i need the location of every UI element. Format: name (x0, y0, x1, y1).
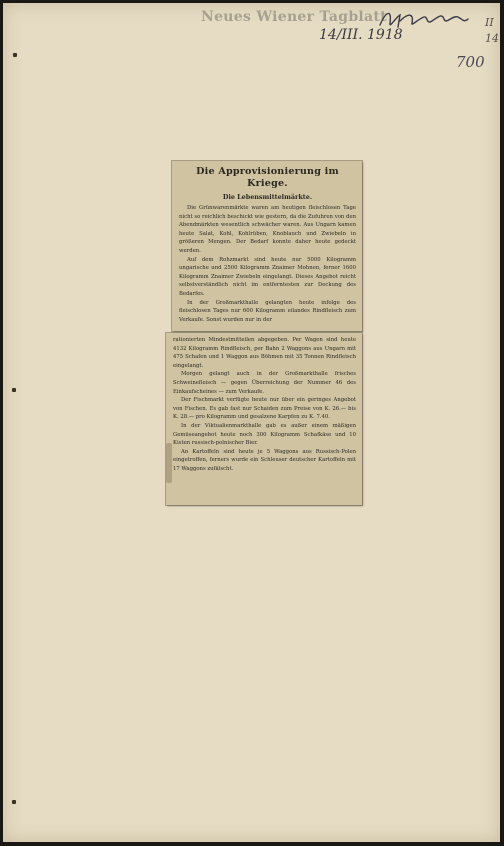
newspaper-source-stamp: Neues Wiener Tagblatt (201, 9, 387, 25)
clipping-paragraph: Auf dem Rohzmarkt sind heute nur 5000 Kilogramm ungarische und 2500 Kilogramm Znaimer Mohnen, ferner 1600 Kilogramm Znaimer Zwiebeln eingelangt. Dieses Angebot reicht selbstverständlich nicht im entferntesten zur Deckung des Bedarfes. (179, 256, 356, 297)
clipping-paragraph: In der Großmarkthalle gelangten heute infolge des fleischlosen Tages nur 600 Kilogramm eilandes Rindfleisch zum Verkaufe. Sonst wurden nur in der (179, 299, 356, 323)
handwritten-code (485, 15, 499, 47)
clipping-paragraph: Der Fischmarkt verfügte heute nur über ein geringes Angebot von Fischen. Es gab fast nur Schaiden zum Preise von K. 26.— bis K. 28.— pro Kilogramm und gesalzene Karpfen zu K. 7.40. (173, 397, 356, 421)
clipping-paragraph: Die Grünwarenmärkte waren am heutigen fleischlosen Tage nicht so reichlich beschickt wie gestern, da die Zufuhren von den Abendmärkten wesentlich schwächer waren. Aus Ungarn kamen heute Salat, Kohl, Kohlrüben, Knoblauch und Zwiebeln in größeren Mengen. Der Bedarf konnte daher heute gedeckt werden. (179, 205, 356, 254)
clipping-paragraph: In der Viktualienmarkthalle gab es außer einem mäßigen Gemüseangebot heute noch 300 Kilogramm Schafkäse und 10 Kisten russisch-polnischer Bier. (173, 422, 356, 447)
clipping-headline: Die Approvisionierung im Kriege. (196, 166, 339, 189)
clipping-paragraph: Morgen gelangt auch in der Großmarkthalle frisches Schweinefleisch — gegen Überreichung der Nummer 46 des Einkaufscheines — zum Verkaufe. (173, 371, 356, 395)
handwritten-code-line-1: II (485, 16, 494, 29)
clipping-paragraph: An Kartoffeln sind heute je 5 Waggons aus Russisch-Polen eingetroffen, ferners wurde ein Schleuser deutscher Kartoffeln mit 17 Waggons zufälscht. (173, 448, 356, 472)
punch-mark-middle (12, 388, 16, 392)
punch-mark-top (13, 53, 17, 57)
handwritten-number: 700 (456, 53, 485, 71)
newspaper-clipping-top (172, 161, 362, 331)
newspaper-clipping-bottom (166, 333, 362, 505)
clipping-paragraph: rationierten Mindestmitteilen abgegeben. Per Wagen sind heute 4132 Kilogramm Rindfleisch, per Bahn 2 Waggons aus Ungarn mit 475 Schafen und 1 Waggon aus Böhmen mit 35 Tonnen Rindfleisch eingelangt. (173, 337, 356, 369)
punch-mark-bottom (12, 800, 16, 804)
clipping-subheadline: Die Lebensmittelmärkte. (222, 193, 313, 201)
ink-smudge (166, 443, 172, 483)
handwritten-code-line-2: 14 (485, 32, 499, 45)
handwritten-date: 14/III. 1918 (319, 27, 403, 43)
